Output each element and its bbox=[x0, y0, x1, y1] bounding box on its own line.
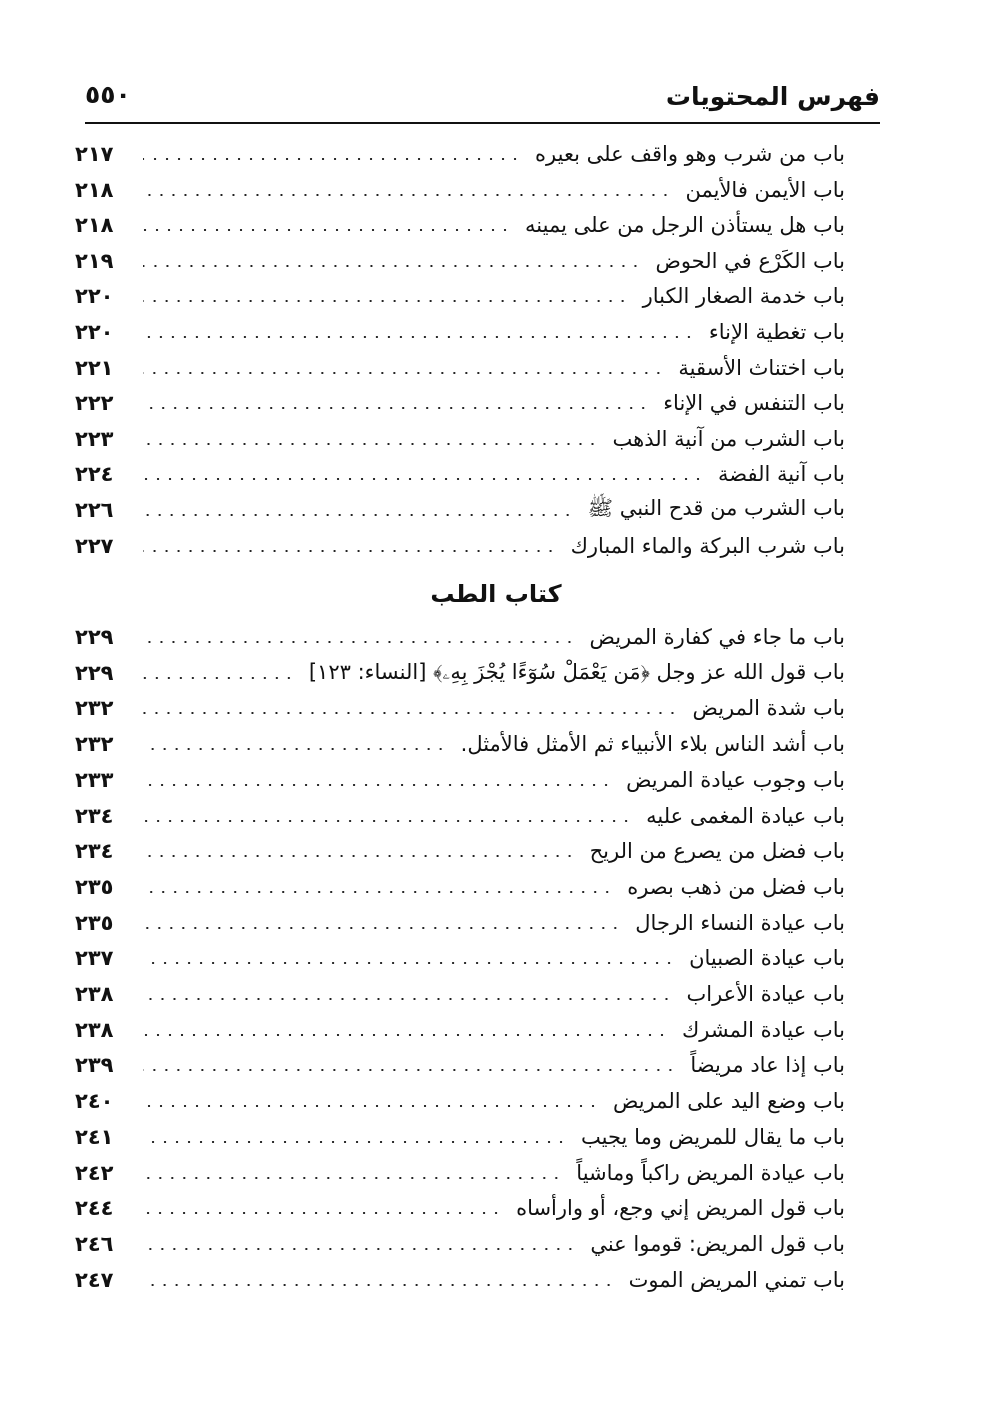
toc-entry-title: باب قول المريض إني وجع، أو وارأساه bbox=[516, 1196, 845, 1221]
toc-entry-title: باب عيادة المشرك bbox=[682, 1017, 845, 1042]
dot-leader bbox=[143, 336, 695, 338]
dot-leader bbox=[143, 443, 599, 445]
toc-entry bbox=[75, 422, 845, 456]
toc-entry-page: ٢٢٣ bbox=[75, 426, 114, 451]
toc-entry-page: ٢٣٨ bbox=[75, 1017, 114, 1042]
toc-entry bbox=[75, 656, 845, 690]
page-number: ٥٥٠ bbox=[85, 80, 131, 109]
dot-leader bbox=[143, 1069, 676, 1071]
dot-leader bbox=[143, 372, 664, 374]
toc-entry-title: باب هل يستأذن الرجل من على يمينه bbox=[525, 213, 845, 238]
toc-entry bbox=[75, 1013, 845, 1047]
toc-entry-title: باب وضع اليد على المريض bbox=[613, 1089, 845, 1114]
toc-entry-page: ٢٢٩ bbox=[75, 660, 114, 685]
toc-entry bbox=[75, 351, 845, 385]
toc-entry-title: باب فضل من يصرع من الريح bbox=[589, 839, 845, 864]
toc-entry-title: باب الكَرْع في الحوض bbox=[655, 248, 845, 273]
toc-entry-page: ٢٢٠ bbox=[75, 284, 114, 309]
toc-entry-page: ٢٤٢ bbox=[75, 1160, 114, 1185]
toc-entry-title: باب شدة المريض bbox=[692, 696, 845, 721]
toc-entry-title: باب آنية الفضة bbox=[718, 462, 845, 487]
toc-entry-page: ٢٣٤ bbox=[75, 839, 114, 864]
toc-entry-title: باب عيادة المغمى عليه bbox=[646, 803, 845, 828]
dot-leader bbox=[143, 229, 511, 231]
toc-entry-page: ٢١٨ bbox=[75, 177, 114, 202]
toc-entry bbox=[75, 941, 845, 975]
dot-leader bbox=[143, 265, 641, 267]
toc-entry bbox=[75, 1156, 845, 1190]
dot-leader bbox=[143, 927, 621, 929]
toc-entry-title: باب قول الله عز وجل ﴿مَن يَعْمَلْ سُوٓءًا يُجْزَ بِهِۦ﴾ [النساء: ١٢٣] bbox=[308, 660, 845, 685]
toc-entry-title: باب التنفس في الإناء bbox=[663, 391, 845, 416]
page-header bbox=[85, 80, 880, 124]
dot-leader bbox=[143, 550, 557, 552]
toc-entry bbox=[75, 1048, 845, 1082]
toc-entry bbox=[75, 834, 845, 868]
dot-leader bbox=[143, 407, 649, 409]
dot-leader bbox=[143, 712, 678, 714]
toc-entry-page: ٢٢٢ bbox=[75, 391, 114, 416]
toc-entry bbox=[75, 1227, 845, 1261]
toc-entry bbox=[75, 529, 845, 563]
toc-entry bbox=[75, 208, 845, 242]
toc-entry bbox=[75, 691, 845, 725]
toc-entry bbox=[75, 173, 845, 207]
dot-leader bbox=[143, 194, 671, 196]
running-title: فهرس المحتويات bbox=[665, 82, 880, 111]
toc-entry-title: باب الأيمن فالأيمن bbox=[685, 177, 845, 202]
toc-entry bbox=[75, 457, 845, 491]
toc-entry-page: ٢٢٠ bbox=[75, 320, 114, 344]
toc-entry bbox=[75, 1191, 845, 1225]
toc-entry bbox=[75, 493, 845, 527]
toc-entry-title: باب وجوب عيادة المريض bbox=[626, 767, 845, 792]
toc-entry-page: ٢٣٨ bbox=[75, 982, 114, 1006]
dot-leader bbox=[143, 1248, 576, 1250]
toc-entry-title: باب الشرب من قدح النبي ﷺ bbox=[587, 495, 845, 520]
dot-leader bbox=[143, 677, 295, 679]
toc-entry bbox=[75, 977, 845, 1011]
toc-entry bbox=[75, 906, 845, 940]
toc-entry-page: ٢٣٢ bbox=[75, 696, 114, 721]
toc-entry-page: ٢٤٤ bbox=[75, 1196, 114, 1221]
dot-leader bbox=[143, 855, 576, 857]
toc-entry-title: باب عيادة الصبيان bbox=[689, 946, 845, 971]
toc-entry bbox=[75, 799, 845, 833]
toc-entry-title: باب الشرب من آنية الذهب bbox=[612, 426, 845, 451]
dot-leader bbox=[143, 1212, 502, 1214]
toc-entry-page: ٢٤٦ bbox=[75, 1231, 114, 1256]
toc-entry bbox=[75, 1120, 845, 1154]
dot-leader bbox=[143, 748, 447, 750]
toc-entry-title: باب شرب البركة والماء المبارك bbox=[570, 533, 845, 558]
dot-leader bbox=[143, 820, 632, 822]
toc-entry-page: ٢٤٧ bbox=[75, 1267, 114, 1292]
toc-entry bbox=[75, 279, 845, 313]
section-heading: كتاب الطب bbox=[430, 580, 562, 608]
toc-entry-page: ٢٣٢ bbox=[75, 732, 114, 757]
toc-entry bbox=[75, 137, 845, 171]
dot-leader bbox=[143, 1034, 668, 1036]
toc-entry-page: ٢١٨ bbox=[75, 213, 114, 238]
toc-entry-page: ٢٤٠ bbox=[75, 1089, 114, 1114]
toc-entry-title: باب خدمة الصغار الكبار bbox=[642, 284, 845, 309]
toc-entry-page: ٢٢٦ bbox=[75, 498, 114, 522]
dot-leader bbox=[143, 1105, 599, 1107]
toc-entry-page: ٢١٧ bbox=[75, 142, 114, 166]
toc-entry-page: ٢٣٣ bbox=[75, 767, 114, 792]
dot-leader bbox=[143, 1141, 567, 1143]
dot-leader bbox=[143, 962, 675, 964]
toc-entry-title: باب قول المريض: قوموا عني bbox=[590, 1231, 845, 1256]
toc-entry-page: ٢٣٥ bbox=[75, 874, 114, 899]
toc-entry-page: ٢٣٧ bbox=[75, 946, 114, 971]
dot-leader bbox=[143, 514, 574, 516]
toc-entry-title: باب أشد الناس بلاء الأنبياء ثم الأمثل فالأمثل. bbox=[460, 732, 845, 757]
toc-entry bbox=[75, 1084, 845, 1118]
toc-entry bbox=[75, 763, 845, 797]
toc-entry-page: ٢١٩ bbox=[75, 248, 114, 273]
toc-entry bbox=[75, 620, 845, 654]
dot-leader bbox=[143, 641, 575, 643]
toc-entry-title: باب ما يقال للمريض وما يجيب bbox=[581, 1124, 845, 1149]
dot-leader bbox=[143, 1284, 615, 1286]
dot-leader bbox=[143, 158, 521, 160]
toc-entry-page: ٢٤١ bbox=[75, 1124, 114, 1149]
toc-entry-page: ٢٣٥ bbox=[75, 910, 114, 935]
dot-leader bbox=[143, 1177, 562, 1179]
toc-entry-page: ٢٢٧ bbox=[75, 533, 114, 558]
toc-entry bbox=[75, 386, 845, 420]
dot-leader bbox=[143, 998, 672, 1000]
toc-entry-page: ٢٣٩ bbox=[75, 1053, 114, 1078]
toc-entry bbox=[75, 870, 845, 904]
toc-entry bbox=[75, 244, 845, 278]
dot-leader bbox=[143, 478, 704, 480]
toc-entry-title: باب تمني المريض الموت bbox=[628, 1267, 845, 1292]
toc-entry-title: باب تغطية الإناء bbox=[708, 320, 845, 344]
toc-entry-title: باب ما جاء في كفارة المريض bbox=[589, 625, 845, 649]
toc-entry-page: ٢٢٩ bbox=[75, 625, 114, 649]
dot-leader bbox=[143, 784, 612, 786]
toc-entry-page: ٢٣٤ bbox=[75, 803, 114, 828]
toc-entry-title: باب عيادة المريض راكباً وماشياً bbox=[576, 1160, 845, 1185]
toc-entry-title: باب من شرب وهو واقف على بعيره bbox=[535, 142, 845, 166]
toc-entry bbox=[75, 727, 845, 761]
toc-entry bbox=[75, 1263, 845, 1297]
toc-entry-title: باب عيادة الأعراب bbox=[686, 982, 845, 1006]
toc-entry-title: باب إذا عاد مريضاً bbox=[690, 1053, 845, 1078]
dot-leader bbox=[143, 891, 613, 893]
toc-entry-page: ٢٢٤ bbox=[75, 462, 114, 487]
dot-leader bbox=[143, 300, 629, 302]
toc-entry-title: باب فضل من ذهب بصره bbox=[627, 874, 845, 899]
toc-entry-page: ٢٢١ bbox=[75, 355, 114, 380]
toc-entry-title: باب عيادة النساء الرجال bbox=[635, 910, 845, 935]
toc-entry bbox=[75, 315, 845, 349]
toc-entry-title: باب اختناث الأسقية bbox=[678, 355, 845, 380]
